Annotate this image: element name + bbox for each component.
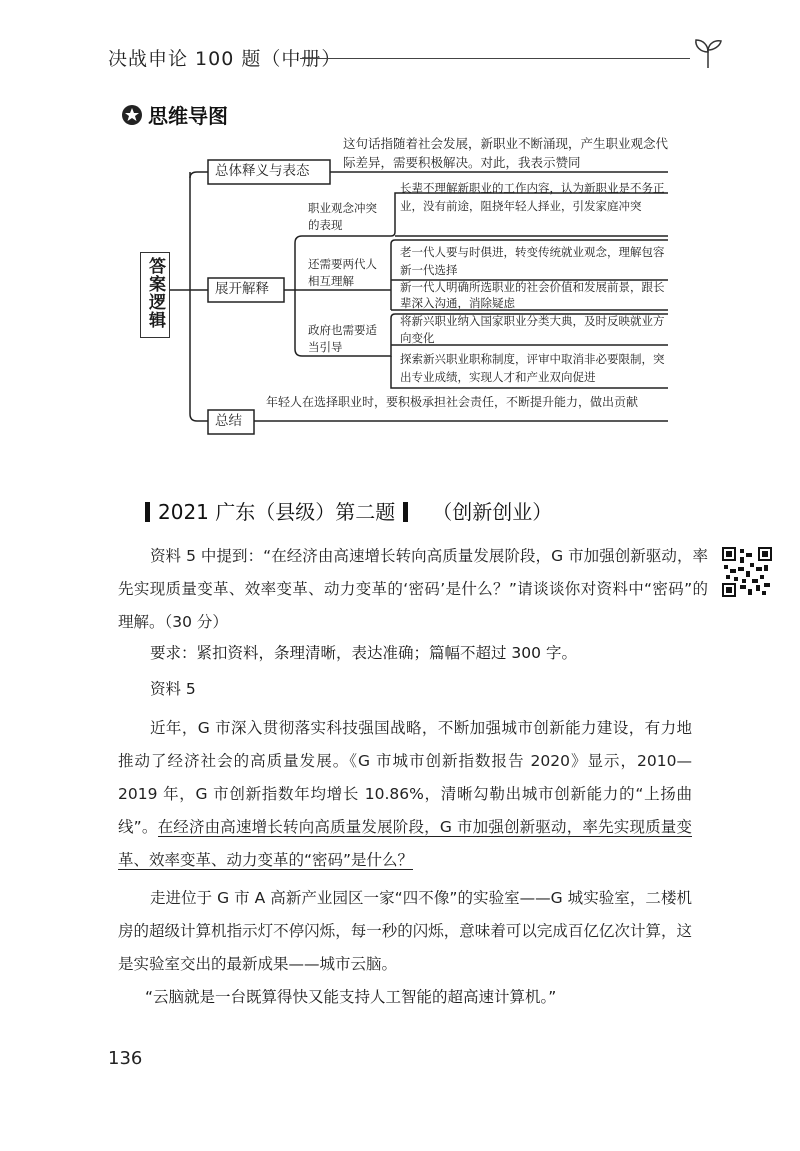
title-bar-left bbox=[145, 502, 150, 522]
material-paragraph-2: 走进位于 G 市 A 高新产业园区一家“四不像”的实验室——G 城实验室，二楼机房的超级计算机指示灯不停闪烁，每一秒的闪烁，意味着可以完成百亿亿次计算，这是实验室交出的最新成果——城市云脑。 bbox=[118, 889, 692, 973]
mindmap-heading: 思维导图 bbox=[148, 104, 228, 128]
material-label: 资料 5 bbox=[150, 680, 196, 698]
qr-code-icon[interactable] bbox=[722, 547, 772, 597]
question-topic: （创新创业） bbox=[432, 500, 553, 524]
branch-label-overview: 总体释义与表态 bbox=[215, 163, 310, 179]
mindmap-connectors bbox=[0, 0, 800, 460]
sub-item-young: 新一代人明确所选职业的社会价值和发展前景，跟长辈深入沟通，消除疑虑 bbox=[400, 280, 665, 310]
branch-text-summary: 年轻人在选择职业时，要积极承担社会责任，不断提升能力，做出贡献 bbox=[266, 395, 639, 409]
mindmap-root-box bbox=[140, 252, 170, 338]
sub-item-elder: 老一代人要与时俱进，转变传统就业观念，理解包容新一代选择 bbox=[400, 245, 665, 277]
question-prompt: 资料 5 中提到：“在经济由高速增长转向高质量发展阶段，G 市加强创新驱动，率先实现质量变革、效率变革、动力变革的‘密码’是什么？”请谈谈你对资料中“密码”的理解。（30 分） bbox=[118, 547, 708, 631]
title-bar-right bbox=[403, 502, 408, 522]
sub-item-conflict: 长辈不理解新职业的工作内容，认为新职业是不务正业，没有前途，阻挠年轻人择业，引发家庭冲突 bbox=[400, 181, 665, 213]
sub-label-conflict: 职业观念冲突的表现 bbox=[308, 201, 377, 232]
question-title bbox=[145, 496, 552, 525]
sub-label-guidance: 政府也需要适当引导 bbox=[308, 323, 377, 354]
mindmap-root-label: 答案逻辑 bbox=[145, 257, 165, 329]
question-title-text: 2021 广东（县级）第二题 bbox=[158, 500, 396, 524]
branch-label-explain: 展开解释 bbox=[215, 281, 269, 297]
material-paragraph-1 bbox=[118, 712, 692, 877]
sub-item-title-system: 探索新兴职业职称制度，评审中取消非必要限制，突出专业成绩，实现人才和产业双向促进 bbox=[400, 352, 665, 384]
question-requirement: 要求：紧扣资料，条理清晰，表达准确；篇幅不超过 300 字。 bbox=[150, 644, 577, 662]
sub-item-classification: 将新兴职业纳入国家职业分类大典，及时反映就业方向变化 bbox=[400, 314, 665, 345]
branch-text-overview: 这句话指随着社会发展，新职业不断涌现，产生职业观念代际差异，需要积极解决。对此，我表示赞同 bbox=[343, 136, 669, 170]
sub-label-understanding: 还需要两代人相互理解 bbox=[308, 257, 377, 288]
page-number: 136 bbox=[108, 1048, 143, 1069]
material-paragraph-3: “云脑就是一台既算得快又能支持人工智能的超高速计算机。” bbox=[145, 988, 557, 1006]
material-p1-underlined: 在经济由高速增长转向高质量发展阶段，G 市加强创新驱动，率先实现质量变革、效率变革、动力变革的“密码”是什么？ bbox=[118, 818, 692, 869]
material-p1-plain: 近年，G 市深入贯彻落实科技强国战略，不断加强城市创新能力建设，有力地推动了经济社会的高质量发展。《G 市城市创新指数报告 2020》显示，2010—2019 年，G 市创新指数年均增长 10.86%，清晰勾勒出城市创新能力的“上扬曲线”。 bbox=[118, 719, 692, 836]
book-title: 决战申论 100 题（中册） bbox=[108, 48, 342, 70]
branch-label-summary: 总结 bbox=[215, 413, 242, 429]
